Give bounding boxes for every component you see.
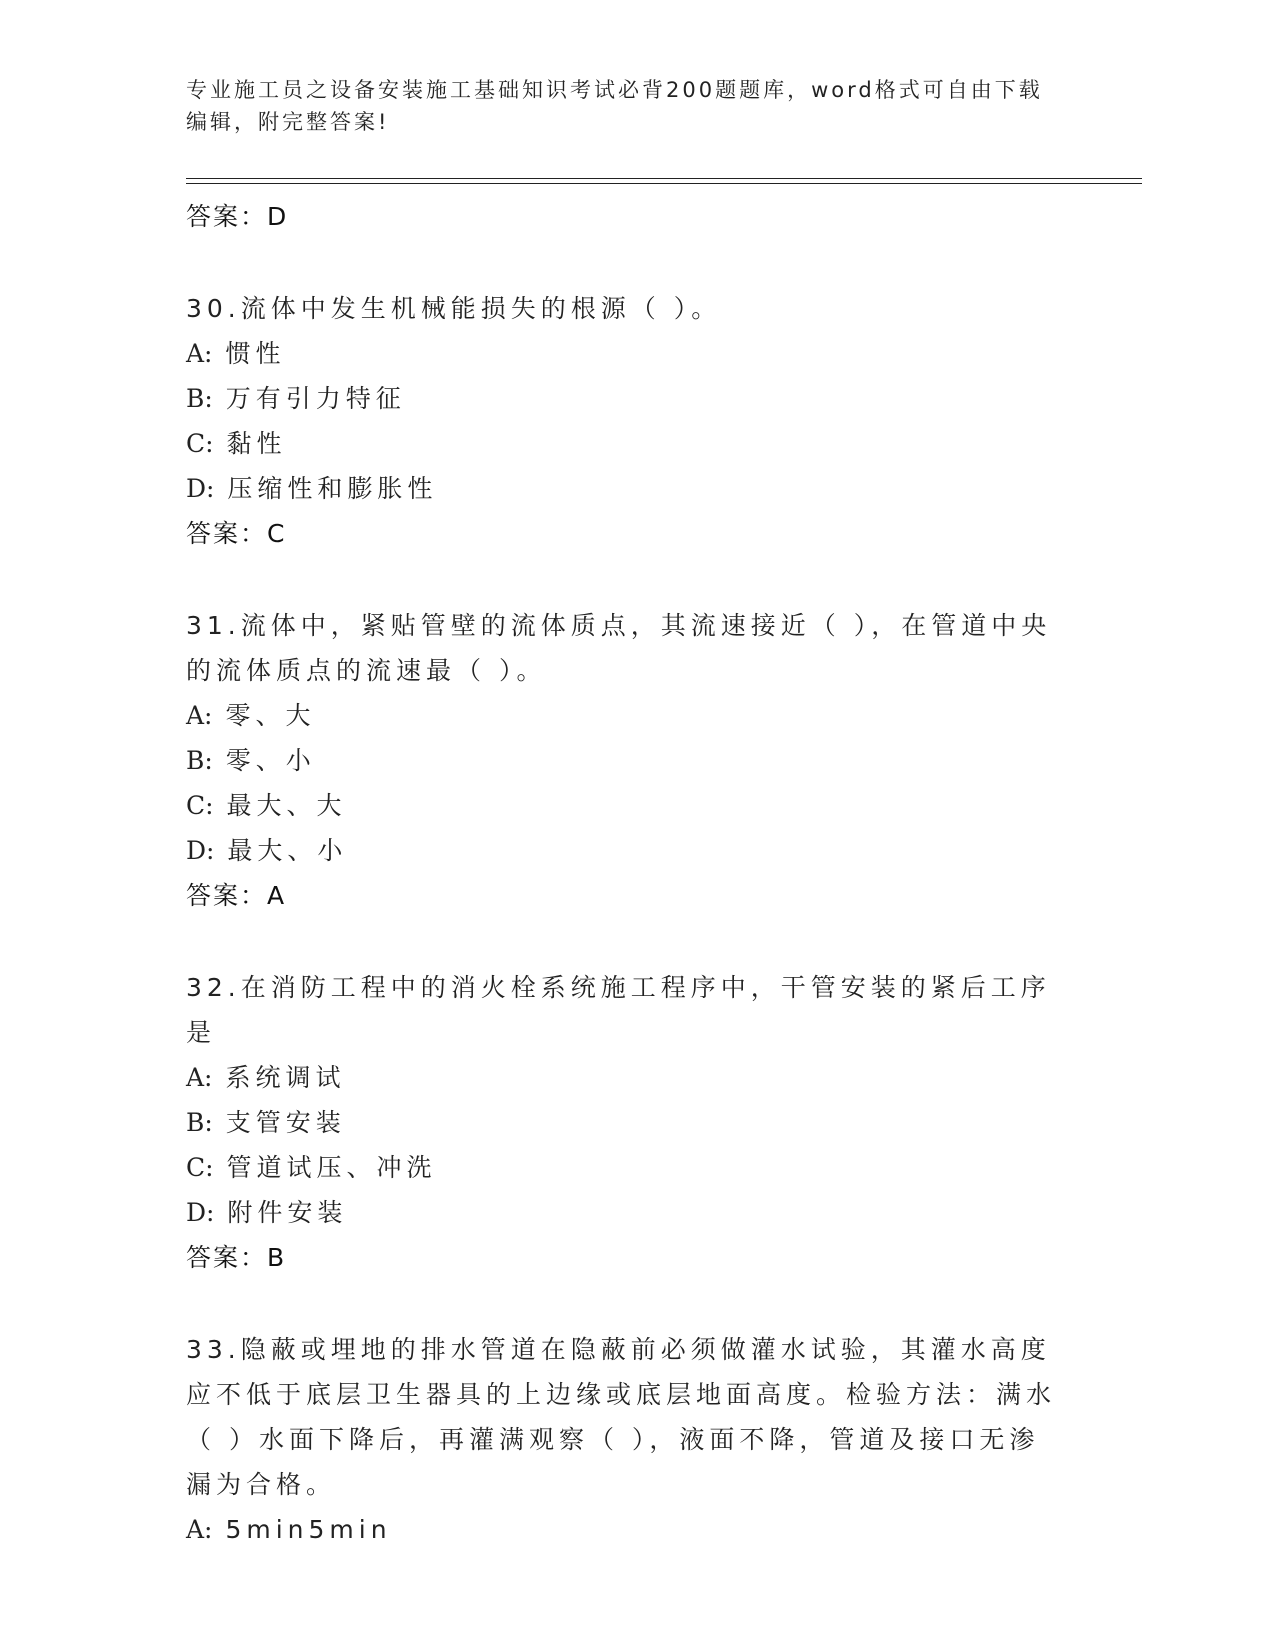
- question-text: 32.在消防工程中的消火栓系统施工程序中，干管安装的紧后工序是: [186, 973, 1051, 1047]
- option-a: [186, 331, 1066, 376]
- option-d: [186, 1190, 1066, 1235]
- previous-answer: 答案：D: [186, 202, 289, 231]
- option-text: 附件安装: [227, 1198, 348, 1227]
- option-c: [186, 783, 1066, 828]
- option-a: [186, 1507, 1066, 1552]
- option-text: 零、大: [225, 701, 316, 730]
- answer: 答案：A: [186, 881, 287, 910]
- option-d: [186, 828, 1066, 873]
- option-letter: B:: [186, 1108, 213, 1137]
- option-a: [186, 693, 1066, 738]
- option-letter: D:: [186, 1198, 215, 1227]
- header-rule-top: [186, 178, 1142, 179]
- option-letter: B:: [186, 384, 213, 413]
- option-letter: C:: [186, 1153, 214, 1182]
- option-b: [186, 1100, 1066, 1145]
- option-text: 最大、小: [227, 836, 348, 865]
- option-text: 5min5min: [225, 1515, 392, 1544]
- option-letter: C:: [186, 429, 214, 458]
- question-31: [186, 603, 1066, 918]
- option-text: 万有引力特征: [225, 384, 406, 413]
- option-text: 管道试压、冲洗: [226, 1153, 437, 1182]
- answer: 答案：B: [186, 1243, 287, 1272]
- question-text: 30.流体中发生机械能损失的根源（ ）。: [186, 294, 722, 323]
- header-rule-bottom: [186, 183, 1142, 184]
- option-text: 系统调试: [225, 1063, 346, 1092]
- option-letter: D:: [186, 836, 215, 865]
- question-30: [186, 286, 1066, 556]
- question-32: [186, 965, 1066, 1280]
- option-letter: C:: [186, 791, 214, 820]
- option-text: 零、小: [225, 746, 316, 775]
- option-letter: A:: [186, 701, 213, 730]
- document-header: 专业施工员之设备安装施工基础知识考试必背200题题库，word格式可自由下载编辑，附完整答案!: [186, 78, 1043, 134]
- option-text: 压缩性和膨胀性: [227, 474, 438, 503]
- option-c: [186, 421, 1066, 466]
- option-text: 支管安装: [225, 1108, 346, 1137]
- question-text: 33.隐蔽或埋地的排水管道在隐蔽前必须做灌水试验，其灌水高度应不低于底层卫生器具的上边缘或底层地面高度。检验方法：满水（ ）水面下降后，再灌满观察（ ），液面不降，管道及接口无渗漏为合格。: [186, 1335, 1057, 1499]
- option-letter: A:: [186, 1515, 213, 1544]
- option-letter: D:: [186, 474, 215, 503]
- answer: 答案：C: [186, 519, 287, 548]
- option-text: 最大、大: [226, 791, 347, 820]
- option-text: 黏性: [226, 429, 287, 458]
- option-d: [186, 466, 1066, 511]
- option-c: [186, 1145, 1066, 1190]
- question-list: [186, 194, 1066, 1552]
- option-text: 惯性: [225, 339, 286, 368]
- option-letter: A:: [186, 339, 213, 368]
- question-text: 31.流体中，紧贴管壁的流体质点，其流速接近（ ），在管道中央的流体质点的流速最（ ）。: [186, 611, 1052, 685]
- option-letter: B:: [186, 746, 213, 775]
- option-letter: A:: [186, 1063, 213, 1092]
- option-b: [186, 376, 1066, 421]
- question-33: [186, 1327, 1066, 1552]
- option-b: [186, 738, 1066, 783]
- option-a: [186, 1055, 1066, 1100]
